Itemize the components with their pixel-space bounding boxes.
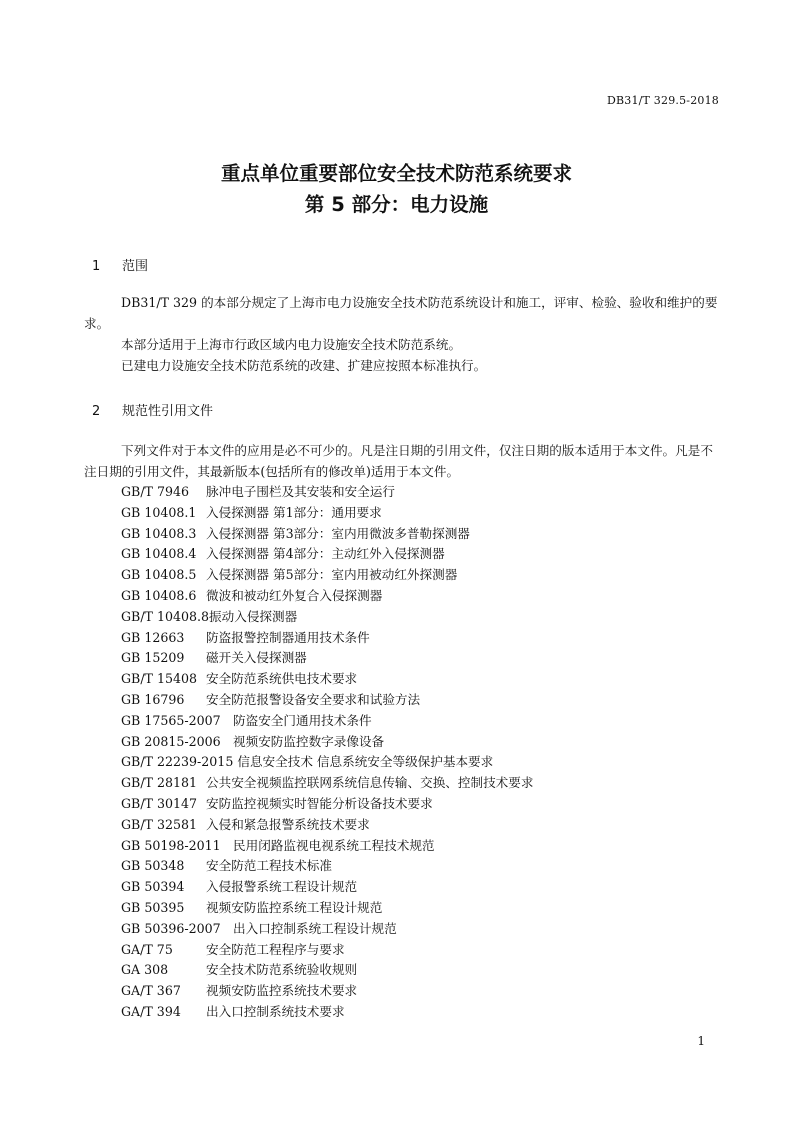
reference-item — [121, 711, 533, 732]
reference-item — [121, 773, 533, 794]
reference-title: 脉冲电子围栏及其安装和安全运行 — [206, 484, 395, 499]
section-number: 2 — [92, 404, 101, 419]
reference-code: GB 10408.5 — [121, 567, 197, 583]
document-title: 重点单位重要部位安全技术防范系统要求 — [220, 162, 572, 185]
references-intro — [84, 440, 720, 482]
paragraph: 下列文件对于本文件的应用是必不可少的。凡是注日期的引用文件，仅注日期的版本适用于本文件。凡是不注日期的引用文件，其最新版本(包括所有的修改单)适用于本文件。 — [84, 443, 713, 479]
reference-item — [121, 856, 533, 877]
reference-item — [121, 898, 533, 919]
reference-item — [121, 482, 533, 503]
reference-title: 安全防范工程程序与要求 — [206, 941, 345, 957]
reference-item — [121, 544, 533, 565]
reference-code: GB/T 7946 — [121, 484, 190, 499]
reference-code: GB 10408.1 — [121, 504, 197, 520]
reference-code: GB/T 22239-2015 — [121, 754, 234, 770]
section-title: 范围 — [122, 259, 149, 274]
reference-title: 安防监控视频实时智能分析设备技术要求 — [206, 795, 433, 811]
document-code: DB31/T 329.5-2018 — [606, 94, 719, 107]
paragraph: DB31/T 329 的本部分规定了上海市电力设施安全技术防范系统设计和施工，评审、检验、验收和维护的要求。 — [84, 295, 718, 331]
reference-title: 视频安防监控系统工程设计规范 — [206, 899, 383, 915]
reference-code: GB/T 32581 — [121, 816, 198, 832]
reference-item — [121, 648, 533, 669]
reference-item — [121, 815, 533, 836]
reference-title: 防盗安全门通用技术条件 — [233, 712, 372, 728]
reference-title: 出入口控制系统工程设计规范 — [233, 920, 397, 936]
reference-item — [121, 565, 533, 586]
reference-code: GB 50394 — [121, 879, 185, 895]
reference-code: GB 10408.3 — [121, 525, 197, 541]
reference-title: 入侵和紧急报警系统技术要求 — [206, 816, 370, 832]
reference-list — [121, 482, 533, 1023]
section-heading-scope — [92, 255, 148, 274]
reference-code: GB/T 30147 — [121, 795, 198, 811]
section-heading-normative-references — [92, 400, 213, 419]
reference-code: GB 50198-2011 — [121, 837, 221, 853]
section-title: 规范性引用文件 — [122, 404, 214, 419]
reference-title: 出入口控制系统技术要求 — [206, 1003, 345, 1019]
reference-title: 视频安防监控数字录像设备 — [233, 733, 385, 749]
reference-title: 入侵探测器 第4部分：主动红外入侵探测器 — [206, 546, 445, 562]
reference-item — [121, 690, 533, 711]
reference-item — [121, 877, 533, 898]
reference-code: GB 50348 — [121, 858, 185, 874]
reference-item — [121, 960, 533, 981]
reference-title: 磁开关入侵探测器 — [206, 650, 307, 666]
reference-item — [121, 669, 533, 690]
reference-title: 安全防范报警设备安全要求和试验方法 — [206, 691, 421, 707]
reference-item — [121, 919, 533, 940]
reference-code: GB 20815-2006 — [121, 733, 221, 749]
reference-title: 视频安防监控系统技术要求 — [206, 983, 358, 999]
reference-code: GB 10408.4 — [121, 546, 197, 562]
reference-item — [121, 524, 533, 545]
reference-code: GB 12663 — [121, 629, 185, 645]
paragraph: 已建电力设施安全技术防范系统的改建、扩建应按照本标准执行。 — [121, 358, 487, 373]
reference-title: 信息安全技术 信息系统安全等级保护基本要求 — [237, 754, 494, 770]
document-subtitle: 第 5 部分：电力设施 — [304, 193, 489, 216]
reference-code: GB/T 15408 — [121, 671, 198, 687]
reference-title: 安全防范工程技术标准 — [206, 858, 332, 874]
reference-code: GB 17565-2007 — [121, 712, 221, 728]
reference-item — [121, 836, 533, 857]
reference-code: GB/T 10408.8 — [121, 608, 210, 624]
reference-title: 安全技术防范系统验收规则 — [206, 962, 358, 978]
reference-title: 微波和被动红外复合入侵探测器 — [206, 587, 383, 603]
reference-code: GB 10408.6 — [121, 587, 197, 603]
reference-title: 防盗报警控制器通用技术条件 — [206, 629, 370, 645]
scope-paragraphs — [84, 292, 720, 376]
paragraph: 本部分适用于上海市行政区域内电力设施安全技术防范系统。 — [121, 337, 462, 352]
reference-code: GB 50395 — [121, 899, 185, 915]
reference-item — [121, 981, 533, 1002]
reference-title: 入侵报警系统工程设计规范 — [206, 879, 358, 895]
section-number: 1 — [92, 259, 101, 274]
reference-code: GA/T 394 — [121, 1003, 181, 1019]
reference-item — [121, 607, 533, 628]
reference-code: GB 50396-2007 — [121, 920, 221, 936]
reference-title: 公共安全视频监控联网系统信息传输、交换、控制技术要求 — [206, 775, 534, 791]
reference-item — [121, 628, 533, 649]
reference-item — [121, 940, 533, 961]
reference-title: 入侵探测器 第1部分：通用要求 — [206, 504, 382, 520]
reference-code: GA 308 — [121, 962, 169, 978]
reference-title: 入侵探测器 第3部分：室内用微波多普勒探测器 — [206, 525, 470, 541]
reference-title: 振动入侵探测器 — [209, 608, 298, 624]
page-number: 1 — [697, 1034, 705, 1048]
reference-code: GA/T 367 — [121, 983, 181, 999]
reference-item — [121, 752, 533, 773]
reference-item — [121, 586, 533, 607]
reference-title: 入侵探测器 第5部分：室内用被动红外探测器 — [206, 567, 458, 583]
reference-item — [121, 732, 533, 753]
reference-code: GB 16796 — [121, 691, 185, 707]
reference-item — [121, 794, 533, 815]
reference-code: GA/T 75 — [121, 941, 173, 957]
reference-code: GB 15209 — [121, 650, 185, 666]
reference-title: 民用闭路监视电视系统工程技术规范 — [233, 837, 435, 853]
reference-code: GB/T 28181 — [121, 775, 198, 791]
reference-title: 安全防范系统供电技术要求 — [206, 671, 358, 687]
reference-item — [121, 1002, 533, 1023]
reference-item — [121, 503, 533, 524]
